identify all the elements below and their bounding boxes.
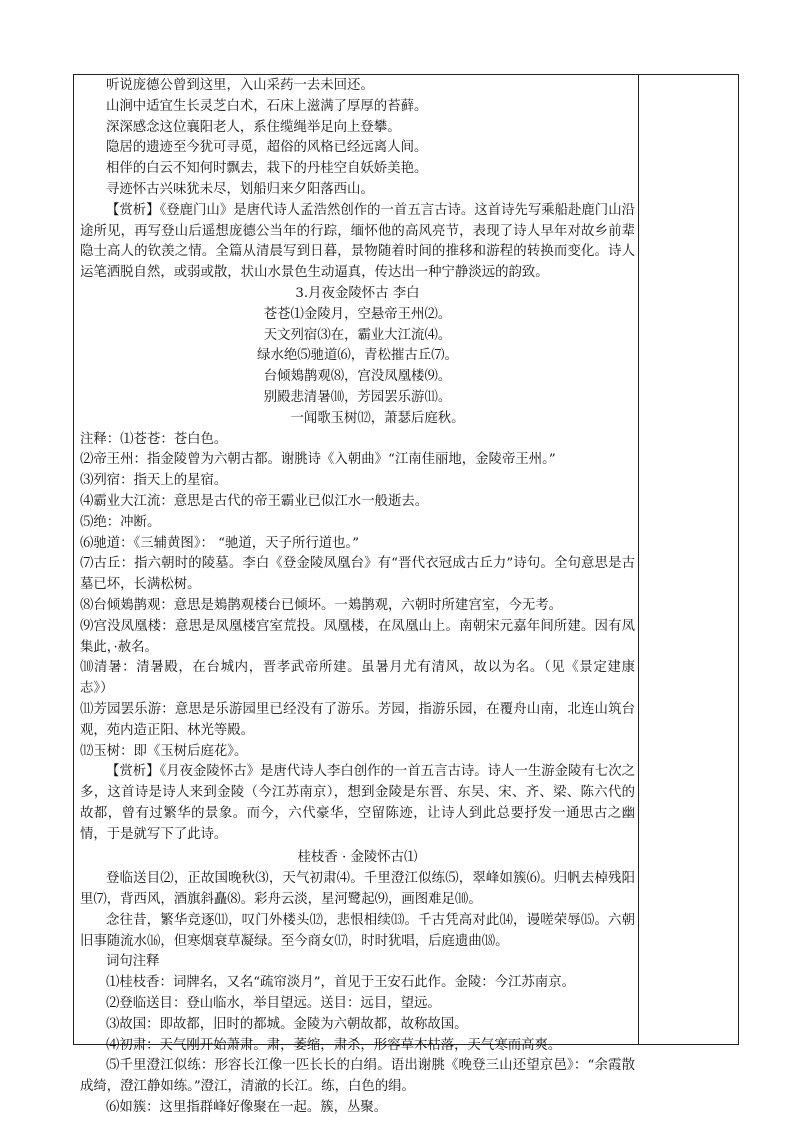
poem-line: 一闻歌玉树⑿，萧瑟后庭秋。 bbox=[290, 410, 465, 426]
note-line: ⑶列宿：指天上的星宿。 bbox=[80, 473, 228, 489]
note-line: ⑵帝王州：指金陵曾为六朝古都。谢朓诗《入朝曲》“江南佳丽地，金陵帝王州。” bbox=[80, 452, 556, 468]
note-line: ⑿玉树：即《玉树后庭花》。 bbox=[80, 743, 248, 759]
poem-title: 3.月夜金陵怀古 李白 bbox=[295, 285, 420, 301]
translation-line: 相伴的白云不知何时飘去，栽下的丹桂空自妖娇美艳。 bbox=[106, 161, 428, 177]
note-line: ⑶故国：即故都，旧时的都城。金陵为六朝故都，故称故国。 bbox=[106, 1016, 468, 1032]
translation-line: 山涧中适宜生长灵芝白术，石床上滋满了厚厚的苔藓。 bbox=[106, 98, 428, 114]
note-line: ⑸绝：冲断。 bbox=[80, 514, 161, 530]
note-line: ⑸千里澄江似练：形容长江像一匹长长的白绢。语出谢朓《晚登三山还望京邑》：“余霞散成绮，澄江静如练。”澄江，清澈的长江。练，白色的绢。 bbox=[80, 1058, 635, 1095]
translation-line: 听说庞德公曾到这里，入山采药一去未回还。 bbox=[106, 78, 374, 93]
notes-heading: 词句注释 bbox=[106, 954, 160, 970]
ci-stanza: 登临送目⑵，正故国晚秋⑶，天气初肃⑷。千里澄江似练⑸，翠峰如簇⑹。归帆去棹残阳里⑺，背西风，酒旗斜矗⑻。彩舟云淡，星河鹭起⑼，画图难足⑽。 bbox=[80, 871, 635, 908]
text-content bbox=[80, 76, 635, 1119]
note-line: ⑹如簇：这里指群峰好像聚在一起。簇，丛聚。 bbox=[106, 1100, 388, 1116]
translation-line: 深深感念这位襄阳老人，系住缆绳举足向上登攀。 bbox=[106, 119, 401, 135]
note-line: ⑾芳园罢乐游：意思是乐游园里已经没有了游乐。芳园，指游乐园，在覆舟山南，北连山筑台观，苑内造正阳、林光等殿。 bbox=[80, 701, 635, 738]
poem-line: 绿水绝⑸驰道⑹，青松摧古丘⑺。 bbox=[257, 348, 458, 364]
note-line: 注释：⑴苍苍：苍白色。 bbox=[80, 431, 228, 447]
note-line: ⑼宫没凤凰楼：意思是凤凰楼宫室荒投。凤凰楼，在凤凰山上。南朝宋元嘉年间所建。因有凤集此，·赦名。 bbox=[80, 618, 635, 655]
ci-title: 桂枝香 · 金陵怀古⑴ bbox=[297, 850, 418, 866]
poem-line: 别殿悲清暑⑽，芳园罢乐游⑾。 bbox=[263, 389, 452, 405]
note-line: ⑹驰道：《三辅黄图》： “驰道，天子所行道也。” bbox=[80, 535, 360, 551]
translation-line: 隐居的遗迹至今犹可寻觅，超俗的风格已经远离人间。 bbox=[106, 140, 428, 156]
note-line: ⑷霸业大江流：意思是古代的帝王霸业已似江水一般逝去。 bbox=[80, 493, 429, 509]
note-line: ⑻台倾鳷鹊观：意思是鳷鹊观楼台已倾坏。一鳷鹊观，六朝时所建宫室，今无考。 bbox=[80, 597, 563, 613]
translation-line: 寻迹怀古兴味犹未尽，划船归来夕阳落西山。 bbox=[106, 181, 374, 197]
note-line: ⑺古丘：指六朝时的陵墓。李白《登金陵凤凰台》有“晋代衣冠成古丘力”诗句。全句意思是古墓已坏，长满松树。 bbox=[80, 556, 635, 593]
note-line: ⑴桂枝香：词牌名，又名“疏帘淡月”，首见于王安石此作。金陵：今江苏南京。 bbox=[106, 975, 575, 991]
ci-stanza: 念往昔，繁华竞逐⑾，叹门外楼头⑿，悲恨相续⒀。千古凭高对此⒁，谩嗟荣辱⒂。六朝旧事随流水⒃，但寒烟衰草凝绿。至今商女⒄，时时犹唱，后庭遗曲⒅。 bbox=[80, 912, 635, 949]
note-line: ⑷初肃：天气刚开始萧肃。肃，萎缩，肃杀，形容草木枯落，天气寒而高爽。 bbox=[106, 1037, 562, 1053]
column-divider bbox=[638, 74, 639, 1045]
note-line: ⑽清暑：清暑殿，在台城内，晋孝武帝所建。虽暑月尤有清风，故以为名。（见《景定建康志》） bbox=[80, 660, 635, 697]
appreciation-paragraph: 【赏析】《月夜金陵怀古》是唐代诗人李白创作的一首五言古诗。诗人一生游金陵有七次之多，这首诗是诗人来到金陵（今江苏南京），想到金陵是东晋、东吴、宋、齐、梁、陈六代的故都，曾有过繁华的景象。而今，六代豪华，空留陈迹，让诗人到此总要抒发一通思古之幽情，于是就写下了此诗。 bbox=[80, 764, 635, 842]
appreciation-paragraph: 【赏析】《登鹿门山》是唐代诗人孟浩然创作的一首五言古诗。这首诗先写乘船赴鹿门山沿途所见，再写登山后遥想庞德公当年的行踪，缅怀他的高风亮节，表现了诗人早年对故乡前辈隐士高人的钦羡之情。全篇从清晨写到日暮，景物随着时间的推移和游程的转换而变化。诗人运笔洒脱自然，或弱或散，状山水景色生动逼真，传达出一种宁静淡远的韵致。 bbox=[80, 202, 635, 281]
note-line: ⑵登临送目：登山临水，举目望远。送目：远目，望远。 bbox=[106, 996, 441, 1012]
poem-line: 苍苍⑴金陵月，空悬帝王州⑵。 bbox=[263, 306, 452, 322]
poem-line: 天文列宿⑶在，霸业大江流⑷。 bbox=[263, 327, 452, 343]
poem-line: 台倾鳷鹊观⑻，宫没凤凰楼⑼。 bbox=[263, 369, 452, 385]
